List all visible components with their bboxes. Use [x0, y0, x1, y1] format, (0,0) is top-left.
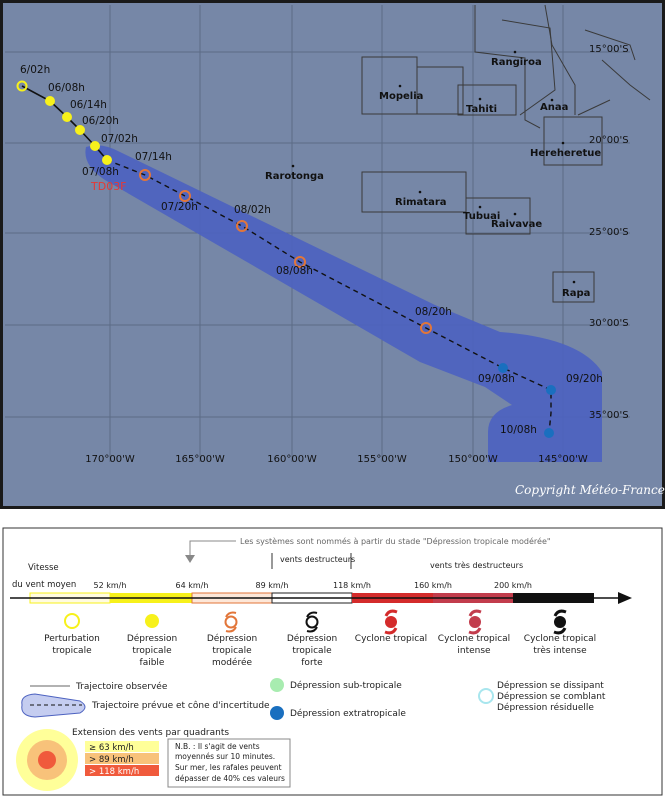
category-label: Cyclone tropical	[523, 634, 597, 644]
lat-label: 20°00'S	[589, 135, 629, 146]
track-marker-extratropical	[498, 363, 508, 373]
quadrant-63-label: ≥ 63 km/h	[89, 743, 134, 753]
forecast-track-label: Trajectoire prévue et cône d'incertitude	[92, 701, 270, 711]
track-marker-extratropical	[546, 385, 556, 395]
track-label: 06/14h	[70, 99, 107, 111]
lat-label: 25°00'S	[589, 227, 629, 238]
category-label: tropicale	[292, 646, 332, 656]
track-label: 08/02h	[234, 204, 271, 216]
island-label-tubuai: Tubuai	[463, 211, 501, 222]
track-label: 09/20h	[566, 373, 603, 385]
subtropical-label: Dépression sub-tropicale	[290, 681, 402, 691]
threshold-label: 160 km/h	[413, 581, 453, 590]
island-label-rapa: Rapa	[562, 288, 591, 299]
subtropical-icon	[270, 678, 284, 692]
island-label-raivavae: Raivavae	[491, 219, 543, 230]
category-label: très intense	[533, 646, 587, 656]
category-label: tropicale	[132, 646, 172, 656]
wind-title-line1: Vitesse	[28, 563, 59, 573]
track-marker-faible	[90, 141, 100, 151]
extratropical-icon	[270, 706, 284, 720]
dissipating-label-3: Dépression résiduelle	[497, 703, 594, 713]
category-label: Dépression	[206, 634, 258, 644]
nb-line: N.B. : Il s'agit de vents	[175, 742, 260, 751]
track-label: 06/20h	[82, 115, 119, 127]
nb-line: dépasser de 40% ces valeurs	[175, 774, 285, 783]
copyright-text: Copyright Météo-France	[515, 483, 665, 497]
threshold-label: 64 km/h	[175, 581, 209, 590]
track-label: 08/20h	[415, 306, 452, 318]
quadrant-89-label: > 89 km/h	[89, 755, 134, 765]
track-label: 06/08h	[48, 82, 85, 94]
category-label: Dépression	[126, 634, 178, 644]
lon-label: 170°00'W	[85, 454, 135, 465]
category-label: Cyclone tropical	[437, 634, 511, 644]
track-marker-extratropical	[544, 428, 554, 438]
category-label: tropicale	[52, 646, 92, 656]
lon-label: 165°00'W	[175, 454, 225, 465]
track-label: 08/08h	[276, 265, 313, 277]
category-label: Cyclone tropical	[354, 634, 428, 644]
category-label: forte	[301, 658, 323, 668]
lon-label: 145°00'W	[538, 454, 588, 465]
threshold-label: 52 km/h	[93, 581, 127, 590]
track-marker-faible	[45, 96, 55, 106]
nb-line: moyennés sur 10 minutes.	[175, 752, 276, 761]
track-label: 07/14h	[135, 151, 172, 163]
lon-label: 155°00'W	[357, 454, 407, 465]
lon-label: 160°00'W	[267, 454, 317, 465]
wind-title-line2: du vent moyen	[12, 580, 77, 590]
island-label-anaa: Anaa	[540, 102, 569, 113]
category-label: Dépression	[286, 634, 338, 644]
nb-line: Sur mer, les rafales peuvent	[175, 763, 282, 772]
legend-svg	[0, 527, 665, 798]
wind-scale-bar	[10, 592, 632, 604]
threshold-label: 118 km/h	[332, 581, 372, 590]
dissipating-label-2: Dépression se comblant	[497, 692, 606, 702]
category-label: tropicale	[212, 646, 252, 656]
island-label-tahiti: Tahiti	[466, 104, 498, 115]
system-name-label: TD03F	[91, 180, 127, 193]
category-label: intense	[457, 646, 491, 656]
observed-track-label: Trajectoire observée	[76, 682, 168, 692]
threshold-label: 89 km/h	[255, 581, 289, 590]
extratropical-label: Dépression extratropicale	[290, 709, 406, 719]
island-label-mopelia: Mopelia	[379, 91, 424, 102]
track-label: 6/02h	[20, 64, 51, 76]
quadrant-title: Extension des vents par quadrants	[72, 728, 230, 738]
lat-label: 15°00'S	[589, 44, 629, 55]
destructive-winds-label: vents destructeurs	[280, 555, 356, 564]
island-label-rangiroa: Rangiroa	[491, 57, 542, 68]
threshold-label: 200 km/h	[493, 581, 533, 590]
quadrant-118-label: > 118 km/h	[89, 767, 140, 777]
very-destructive-winds-label: vents très destructeurs	[430, 561, 524, 570]
island-label-rimatara: Rimatara	[395, 197, 447, 208]
track-label: 09/08h	[478, 373, 515, 385]
lat-label: 30°00'S	[589, 318, 629, 329]
category-label: modérée	[211, 658, 253, 668]
track-label: 07/08h	[82, 166, 119, 178]
legend-panel	[0, 527, 665, 798]
naming-note: Les systèmes sont nommés à partir du stade "Dépression tropicale modérée"	[240, 537, 551, 546]
lon-label: 150°00'W	[448, 454, 498, 465]
category-label: faible	[139, 658, 165, 668]
depression-faible-icon	[145, 614, 159, 628]
track-label: 07/02h	[101, 133, 138, 145]
category-label: Perturbation	[44, 634, 100, 644]
wind-quadrant-icon	[16, 729, 78, 791]
track-marker-faible	[102, 155, 112, 165]
dissipating-label-1: Dépression se dissipant	[497, 681, 604, 691]
lat-label: 35°00'S	[589, 410, 629, 421]
track-label: 10/08h	[500, 424, 537, 436]
island-label-hereheretue: Hereheretue	[530, 148, 602, 159]
track-label: 07/20h	[161, 201, 198, 213]
track-marker-faible	[62, 112, 72, 122]
island-label-rarotonga: Rarotonga	[265, 171, 324, 182]
